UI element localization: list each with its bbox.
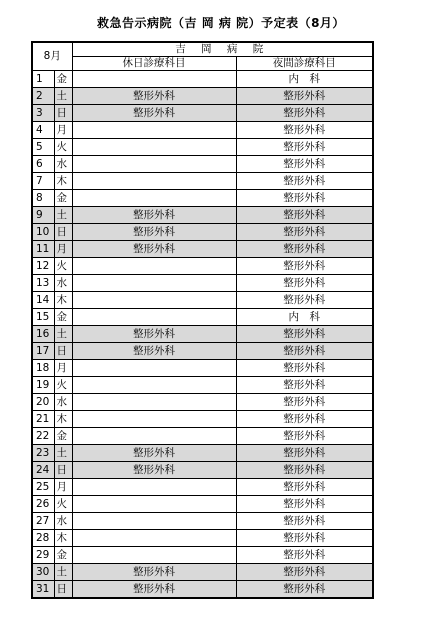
holiday-cell [72,411,236,428]
weekday-cell: 水 [54,156,72,173]
night-cell: 整形外科 [236,411,373,428]
holiday-cell [72,394,236,411]
day-cell: 24 [32,462,54,479]
holiday-cell: 整形外科 [72,88,236,105]
night-cell: 整形外科 [236,343,373,360]
weekday-cell: 日 [54,105,72,122]
night-cell: 内 科 [236,309,373,326]
table-row [32,360,373,377]
day-cell: 10 [32,224,54,241]
weekday-cell: 金 [54,71,72,88]
holiday-cell: 整形外科 [72,241,236,258]
holiday-cell: 整形外科 [72,224,236,241]
day-cell: 13 [32,275,54,292]
holiday-cell: 整形外科 [72,105,236,122]
night-cell: 整形外科 [236,564,373,581]
holiday-cell [72,258,236,275]
holiday-cell [72,360,236,377]
day-cell: 2 [32,88,54,105]
holiday-cell [72,513,236,530]
night-cell: 整形外科 [236,462,373,479]
weekday-cell: 水 [54,275,72,292]
weekday-cell: 金 [54,428,72,445]
day-cell: 25 [32,479,54,496]
day-cell: 16 [32,326,54,343]
table-row [32,513,373,530]
weekday-cell: 月 [54,122,72,139]
night-cell: 整形外科 [236,292,373,309]
night-cell: 整形外科 [236,377,373,394]
holiday-cell: 整形外科 [72,581,236,599]
weekday-cell: 月 [54,360,72,377]
night-cell: 整形外科 [236,513,373,530]
weekday-cell: 土 [54,88,72,105]
weekday-cell: 水 [54,513,72,530]
table-row [32,428,373,445]
weekday-cell: 土 [54,207,72,224]
table-row [32,326,373,343]
table-row [32,241,373,258]
weekday-cell: 月 [54,241,72,258]
night-cell: 整形外科 [236,530,373,547]
table-row [32,71,373,88]
weekday-cell: 金 [54,547,72,564]
holiday-column-header: 休日診療科目 [72,57,236,71]
weekday-cell: 金 [54,190,72,207]
table-row [32,105,373,122]
day-cell: 26 [32,496,54,513]
weekday-cell: 木 [54,173,72,190]
table-row [32,190,373,207]
header-row-1 [32,42,373,57]
day-cell: 28 [32,530,54,547]
table-row [32,445,373,462]
night-cell: 整形外科 [236,394,373,411]
weekday-cell: 日 [54,224,72,241]
weekday-cell: 木 [54,411,72,428]
weekday-cell: 月 [54,479,72,496]
night-cell: 整形外科 [236,581,373,599]
night-cell: 整形外科 [236,547,373,564]
holiday-cell: 整形外科 [72,326,236,343]
table-row [32,292,373,309]
schedule-table [31,41,374,599]
holiday-cell: 整形外科 [72,462,236,479]
weekday-cell: 木 [54,292,72,309]
night-cell: 整形外科 [236,326,373,343]
weekday-cell: 火 [54,496,72,513]
hospital-header: 吉 岡 病 院 [72,42,373,57]
night-cell: 整形外科 [236,105,373,122]
night-cell: 整形外科 [236,428,373,445]
page-title: 救急告示病院（吉 岡 病 院）予定表（8月） [97,16,345,30]
table-row [32,88,373,105]
table-row [32,258,373,275]
holiday-cell: 整形外科 [72,207,236,224]
day-cell: 8 [32,190,54,207]
day-cell: 7 [32,173,54,190]
night-cell: 整形外科 [236,207,373,224]
day-cell: 15 [32,309,54,326]
weekday-cell: 火 [54,258,72,275]
night-cell: 整形外科 [236,496,373,513]
day-cell: 9 [32,207,54,224]
table-row [32,564,373,581]
night-cell: 整形外科 [236,88,373,105]
night-cell: 整形外科 [236,360,373,377]
table-row [32,377,373,394]
holiday-cell [72,156,236,173]
night-cell: 整形外科 [236,156,373,173]
night-cell: 整形外科 [236,139,373,156]
night-cell: 内 科 [236,71,373,88]
night-cell: 整形外科 [236,122,373,139]
holiday-cell: 整形外科 [72,343,236,360]
holiday-cell [72,190,236,207]
day-cell: 21 [32,411,54,428]
day-cell: 12 [32,258,54,275]
weekday-cell: 土 [54,445,72,462]
table-row [32,139,373,156]
table-row [32,224,373,241]
table-row [32,462,373,479]
holiday-cell: 整形外科 [72,445,236,462]
table-row [32,309,373,326]
holiday-cell [72,428,236,445]
night-cell: 整形外科 [236,224,373,241]
table-row [32,343,373,360]
weekday-cell: 水 [54,394,72,411]
night-cell: 整形外科 [236,258,373,275]
holiday-cell [72,496,236,513]
night-cell: 整形外科 [236,190,373,207]
table-row [32,547,373,564]
holiday-cell [72,292,236,309]
holiday-cell [72,275,236,292]
day-cell: 31 [32,581,54,599]
day-cell: 27 [32,513,54,530]
weekday-cell: 木 [54,530,72,547]
day-cell: 11 [32,241,54,258]
night-cell: 整形外科 [236,275,373,292]
table-row [32,479,373,496]
night-column-header: 夜間診療科目 [236,57,373,71]
weekday-cell: 日 [54,581,72,599]
holiday-cell [72,139,236,156]
holiday-cell [72,547,236,564]
table-row [32,156,373,173]
table-row [32,173,373,190]
day-cell: 1 [32,71,54,88]
schedule-body [32,42,373,598]
weekday-cell: 金 [54,309,72,326]
night-cell: 整形外科 [236,173,373,190]
day-cell: 30 [32,564,54,581]
month-header: 8月 [32,42,72,71]
day-cell: 3 [32,105,54,122]
day-cell: 19 [32,377,54,394]
holiday-cell [72,122,236,139]
weekday-cell: 火 [54,139,72,156]
table-row [32,122,373,139]
table-row [32,275,373,292]
day-cell: 17 [32,343,54,360]
table-row [32,411,373,428]
day-cell: 23 [32,445,54,462]
day-cell: 20 [32,394,54,411]
day-cell: 5 [32,139,54,156]
holiday-cell [72,173,236,190]
holiday-cell [72,309,236,326]
table-row [32,530,373,547]
weekday-cell: 火 [54,377,72,394]
holiday-cell [72,71,236,88]
table-row [32,581,373,599]
table-row [32,496,373,513]
header-row-2 [32,57,373,71]
holiday-cell [72,530,236,547]
day-cell: 18 [32,360,54,377]
day-cell: 29 [32,547,54,564]
table-row [32,394,373,411]
holiday-cell: 整形外科 [72,564,236,581]
table-row [32,207,373,224]
weekday-cell: 土 [54,564,72,581]
day-cell: 4 [32,122,54,139]
weekday-cell: 日 [54,343,72,360]
holiday-cell [72,377,236,394]
night-cell: 整形外科 [236,241,373,258]
holiday-cell [72,479,236,496]
weekday-cell: 土 [54,326,72,343]
weekday-cell: 日 [54,462,72,479]
day-cell: 14 [32,292,54,309]
night-cell: 整形外科 [236,479,373,496]
night-cell: 整形外科 [236,445,373,462]
day-cell: 22 [32,428,54,445]
day-cell: 6 [32,156,54,173]
